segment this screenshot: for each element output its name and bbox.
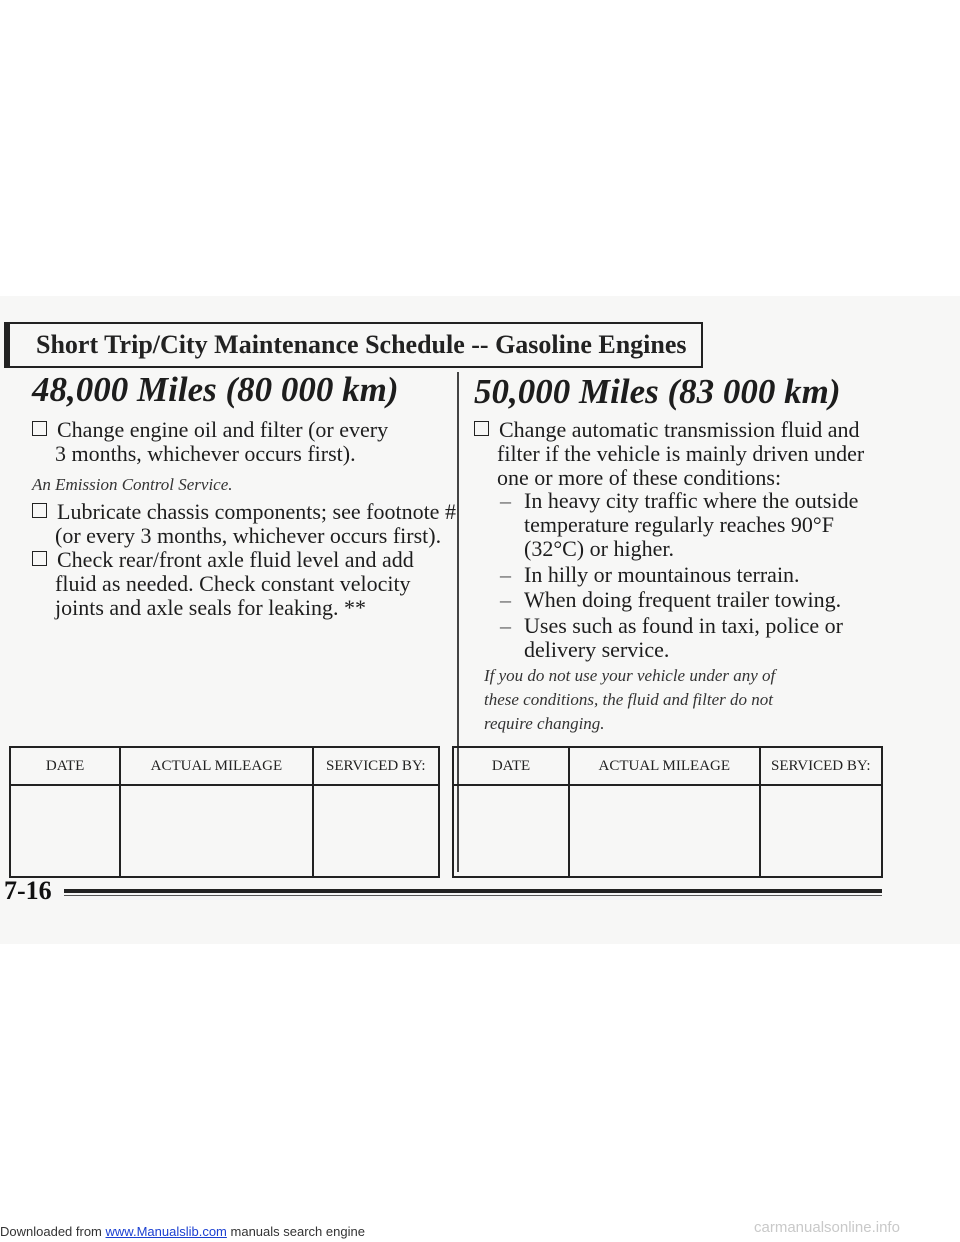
footer-rule — [64, 889, 882, 893]
section-banner: Short Trip/City Maintenance Schedule -- Gasoline Engines — [4, 322, 703, 368]
checklist-item-axle-fluid: Check rear/front axle fluid level and add fluid as needed. Check constant velocity joints and axle seals for leaking. ** — [32, 548, 414, 620]
dash-icon: – — [500, 562, 511, 587]
column-header-date: DATE — [453, 747, 569, 785]
page-number: 7-16 — [4, 876, 52, 905]
checkbox-icon[interactable] — [32, 551, 47, 566]
checkbox-icon[interactable] — [32, 503, 47, 518]
column-header-serviced-by: SERVICED BY: — [760, 747, 882, 785]
mileage-entry-cell[interactable] — [120, 785, 312, 877]
date-entry-cell[interactable] — [10, 785, 120, 877]
condition-heavy-traffic: – In heavy city traffic where the outside temperature regularly reaches 90°F (32°C) or higher. — [500, 488, 859, 561]
checkbox-icon[interactable] — [32, 421, 47, 436]
condition-hilly-terrain: – In hilly or mountainous terrain. — [500, 562, 800, 587]
left-column-heading: 48,000 Miles (80 000 km) — [32, 370, 399, 409]
serviced-by-entry-cell[interactable] — [313, 785, 439, 877]
column-header-serviced-by: SERVICED BY: — [313, 747, 439, 785]
checkbox-icon[interactable] — [474, 421, 489, 436]
dash-icon: – — [500, 587, 511, 612]
table-row — [10, 785, 439, 877]
manualslib-link[interactable]: www.Manualslib.com — [105, 1224, 227, 1239]
condition-taxi-police: – Uses such as found in taxi, police or delivery service. — [500, 613, 843, 662]
fluid-filter-note: If you do not use your vehicle under any of these conditions, the fluid and filter do not require changing. — [484, 666, 776, 733]
dash-icon: – — [500, 488, 511, 513]
column-header-actual-mileage: ACTUAL MILEAGE — [569, 747, 760, 785]
download-source-line: Downloaded from www.Manualslib.com manuals search engine — [0, 1224, 365, 1239]
checklist-item-transmission-fluid: Change automatic transmission fluid and filter if the vehicle is mainly driven under one or more of these conditions: — [474, 418, 864, 490]
emission-note: An Emission Control Service. — [32, 475, 233, 494]
dash-icon: – — [500, 613, 511, 638]
footer-rule-thin — [64, 895, 882, 896]
service-log-table-right — [452, 746, 883, 878]
condition-trailer-towing: – When doing frequent trailer towing. — [500, 587, 842, 612]
column-header-actual-mileage: ACTUAL MILEAGE — [120, 747, 312, 785]
column-header-date: DATE — [10, 747, 120, 785]
checklist-item-change-oil: Change engine oil and filter (or every 3 months, whichever occurs first). — [32, 418, 388, 466]
checklist-item-lubricate: Lubricate chassis components; see footnote # (or every 3 months, whichever occurs first). — [32, 500, 456, 548]
date-entry-cell[interactable] — [453, 785, 569, 877]
serviced-by-entry-cell[interactable] — [760, 785, 882, 877]
service-log-table-left — [9, 746, 440, 878]
mileage-entry-cell[interactable] — [569, 785, 760, 877]
site-watermark: carmanualsonline.info — [754, 1219, 900, 1236]
table-row — [453, 785, 882, 877]
right-column-heading: 50,000 Miles (83 000 km) — [474, 372, 841, 411]
